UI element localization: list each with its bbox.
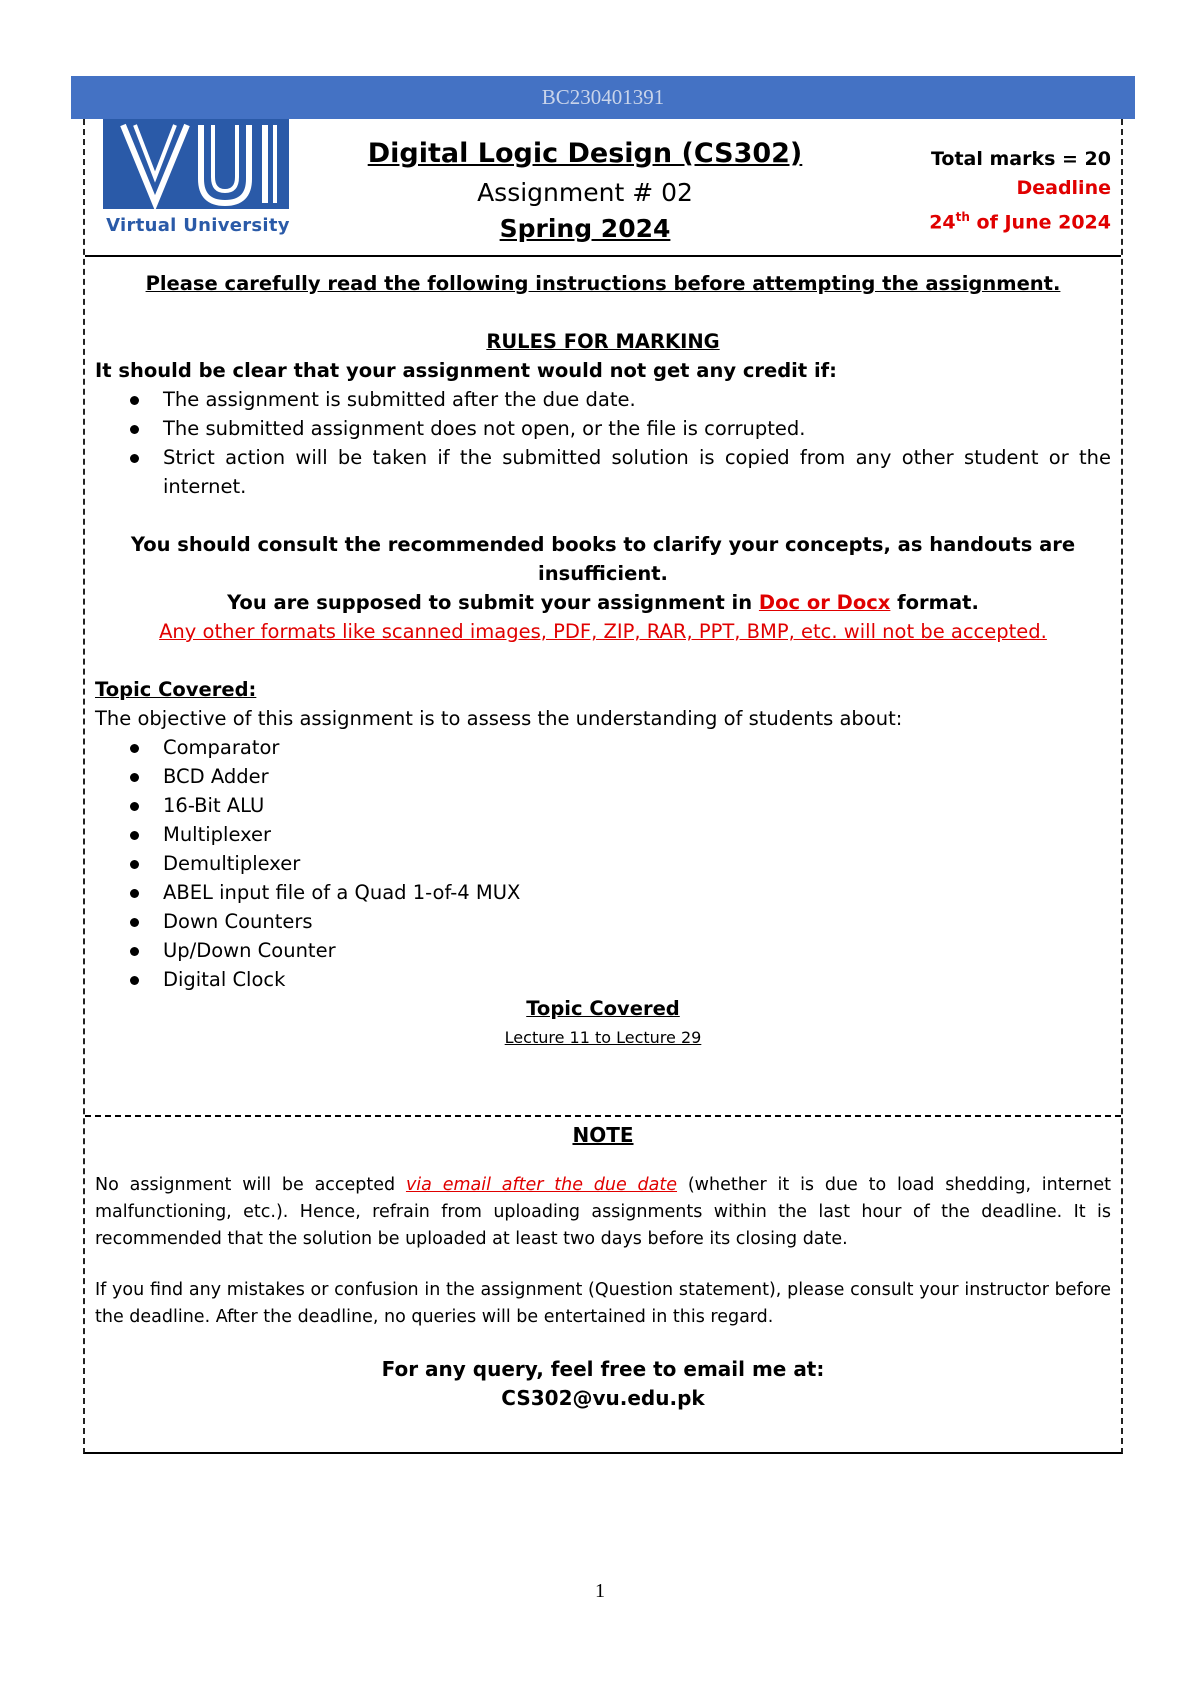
topics-list <box>95 733 1111 994</box>
list-item: Comparator <box>163 733 1111 762</box>
contact-email[interactable]: CS302@vu.edu.pk <box>501 1386 705 1410</box>
total-marks: Total marks = 20 <box>930 148 1111 170</box>
rules-heading: RULES FOR MARKING <box>486 330 720 353</box>
list-item: Up/Down Counter <box>163 936 1111 965</box>
logo-caption: Virtual University <box>106 215 290 236</box>
deadline-month-year: of June 2024 <box>969 211 1111 234</box>
lecture-range-heading: Topic Covered <box>526 997 680 1020</box>
marks-deadline-block <box>929 145 1111 237</box>
instructions-section <box>95 269 1111 1052</box>
title-block <box>335 137 835 245</box>
list-item: Strict action will be taken if the submitted solution is copied from any other student or the internet. <box>163 443 1111 501</box>
course-title: Digital Logic Design (CS302) <box>367 138 803 169</box>
deadline-date <box>929 203 1111 237</box>
submit-suffix: format. <box>890 591 979 614</box>
note-email-warning: via email after the due date <box>405 1175 678 1195</box>
submit-format: Doc or Docx <box>758 591 891 614</box>
note-section <box>95 1121 1111 1413</box>
deadline-day-suffix: th <box>955 210 970 224</box>
rules-intro: It should be clear that your assignment would not get any credit if: <box>95 359 837 382</box>
deadline-label: Deadline <box>1016 177 1111 199</box>
list-item: ABEL input file of a Quad 1-of-4 MUX <box>163 878 1111 907</box>
list-item: The assignment is submitted after the due date. <box>163 385 1111 414</box>
submit-format-note <box>95 588 1111 617</box>
note-paragraph-2: If you find any mistakes or confusion in the assignment (Question statement), please consult your instructor before the deadline. After the deadline, no queries will be entertained in this regard. <box>95 1280 1111 1327</box>
note-heading: NOTE <box>572 1123 634 1147</box>
list-item: BCD Adder <box>163 762 1111 791</box>
note-paragraph-1 <box>95 1172 1111 1253</box>
document-frame <box>83 119 1123 1454</box>
lecture-range: Lecture 11 to Lecture 29 <box>504 1028 702 1047</box>
deadline-day: 24 <box>929 211 956 234</box>
query-line: For any query, feel free to email me at: <box>381 1357 825 1381</box>
rules-list <box>95 385 1111 501</box>
vu-logo-mark-icon <box>103 119 289 209</box>
consult-books-note: You should consult the recommended books to clarify your concepts, as handouts are insufficient. <box>130 533 1076 585</box>
list-item: Down Counters <box>163 907 1111 936</box>
assignment-number: Assignment # 02 <box>477 178 693 207</box>
list-item: Demultiplexer <box>163 849 1111 878</box>
page-number: 1 <box>595 1580 605 1602</box>
topics-heading: Topic Covered: <box>95 678 257 701</box>
header-divider <box>85 255 1121 257</box>
list-item: Digital Clock <box>163 965 1111 994</box>
other-formats-warning: Any other formats like scanned images, PDF, ZIP, RAR, PPT, BMP, etc. will not be accepted. <box>159 620 1047 643</box>
note-p1-suffix: (whether it is due to load shedding, internet malfunctioning, etc.). Hence, refrain from uploading assignments within the last hour of the deadline. It is recommended that the solution be uploaded at least two days before its closing date. <box>95 1175 1111 1249</box>
list-item: The submitted assignment does not open, or the file is corrupted. <box>163 414 1111 443</box>
note-p1-prefix: No assignment will be accepted <box>95 1175 406 1195</box>
submit-prefix: You are supposed to submit your assignment in <box>227 591 759 614</box>
student-id-banner: BC230401391 <box>71 76 1135 119</box>
list-item: Multiplexer <box>163 820 1111 849</box>
instructions-heading: Please carefully read the following instructions before attempting the assignment. <box>145 272 1061 295</box>
semester: Spring 2024 <box>499 214 671 243</box>
topics-objective: The objective of this assignment is to assess the understanding of students about: <box>95 707 903 730</box>
list-item: 16-Bit ALU <box>163 791 1111 820</box>
virtual-university-logo <box>103 119 293 242</box>
note-divider <box>85 1115 1121 1117</box>
